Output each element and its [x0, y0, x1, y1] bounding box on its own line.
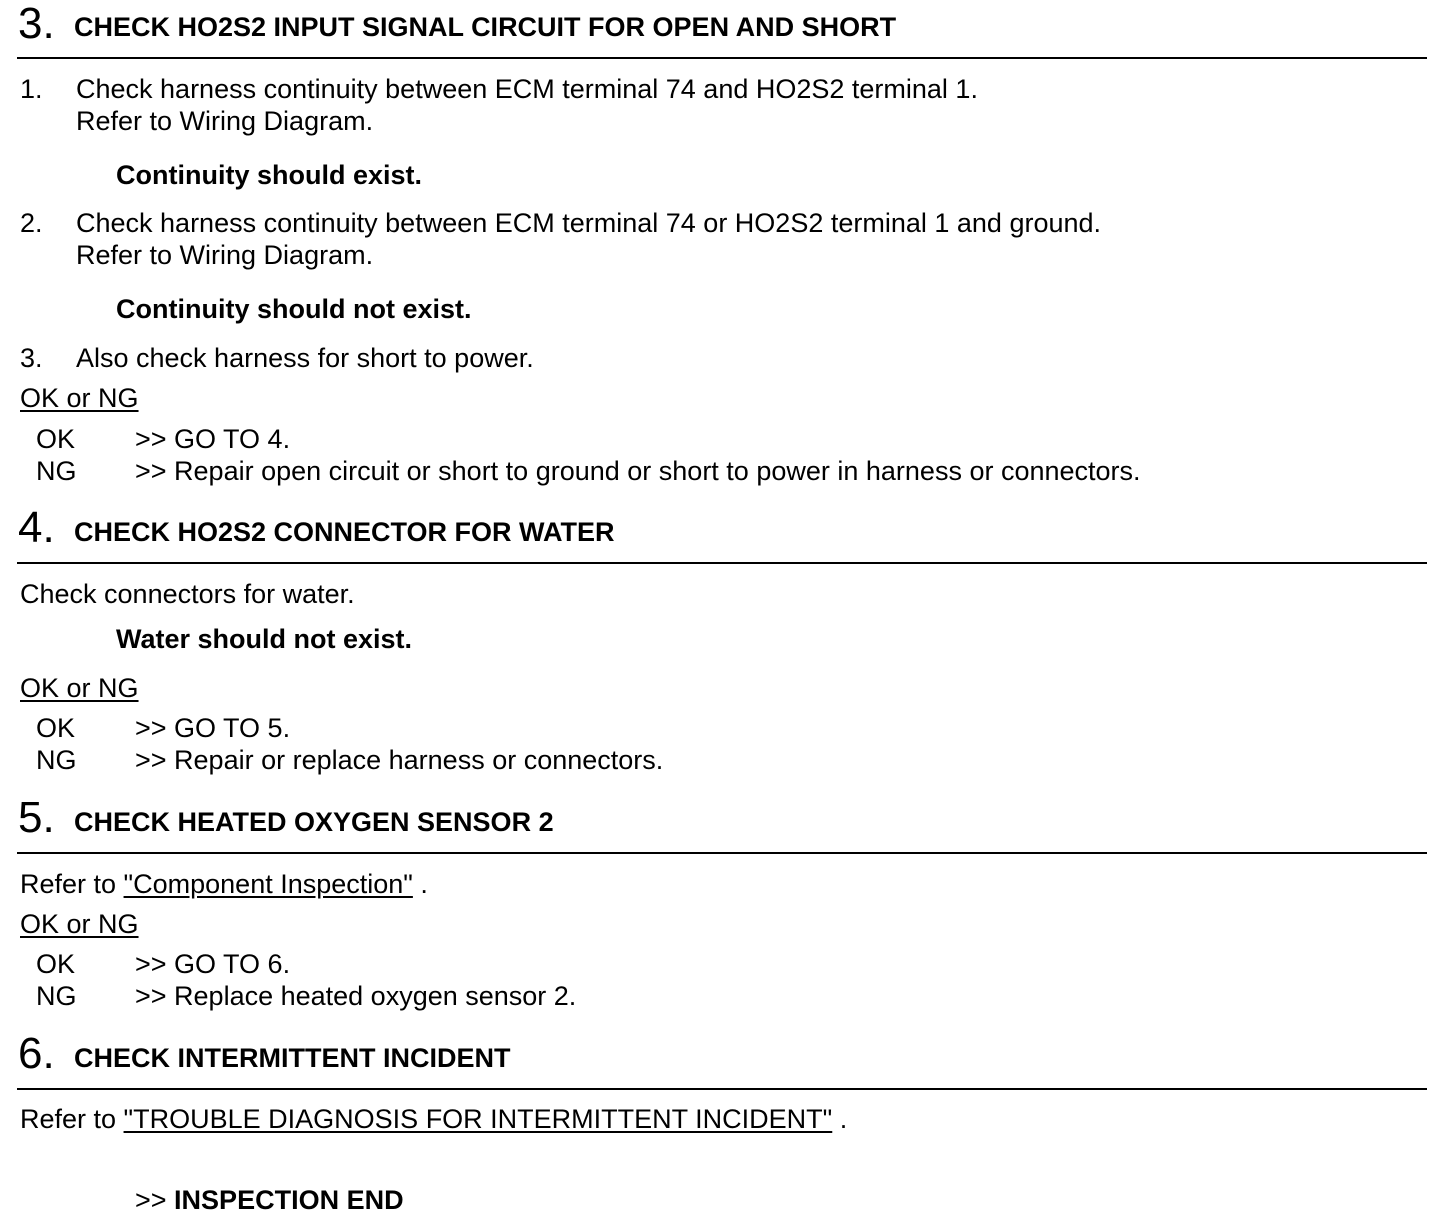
result-action-ng: >> Repair or replace harness or connectors.	[135, 745, 664, 775]
ok-ng-label: OK or NG	[20, 383, 139, 413]
inspection-end	[135, 1185, 404, 1216]
result-code-ng: NG	[36, 456, 77, 486]
result-action-ng: >> Repair open circuit or short to ground or short to power in harness or connectors.	[135, 456, 1141, 486]
result-action-ok: >> GO TO 6.	[135, 949, 291, 979]
step-4-title: CHECK HO2S2 CONNECTOR FOR WATER	[74, 517, 615, 547]
spec-text: Continuity should not exist.	[116, 294, 472, 324]
result-action-ok: >> GO TO 5.	[135, 713, 291, 743]
step-text: Check connectors for water.	[20, 579, 355, 609]
result-action-ng: >> Replace heated oxygen sensor 2.	[135, 981, 577, 1011]
item-number: 2.	[20, 208, 43, 238]
step-4-number: 4.	[18, 503, 55, 552]
item-number: 3.	[20, 343, 43, 373]
refer-line	[20, 869, 428, 900]
step-6-number: 6.	[18, 1029, 55, 1078]
result-code-ng: NG	[36, 981, 77, 1011]
refer-prefix: Refer to	[20, 1104, 124, 1134]
step-5-title: CHECK HEATED OXYGEN SENSOR 2	[74, 807, 554, 837]
result-code-ok: OK	[36, 713, 76, 743]
step-6-divider	[17, 1088, 1427, 1090]
result-code-ng: NG	[36, 745, 77, 775]
refer-suffix: .	[412, 869, 428, 899]
inspection-end-label: INSPECTION END	[174, 1185, 404, 1215]
step-3-number: 3.	[18, 0, 55, 48]
component-inspection-link[interactable]: "Component Inspection"	[123, 869, 413, 899]
result-code-ok: OK	[36, 949, 76, 979]
inspection-end-arrow: >>	[135, 1185, 175, 1215]
spec-text: Continuity should exist.	[116, 160, 423, 190]
refer-prefix: Refer to	[20, 869, 124, 899]
ok-ng-label: OK or NG	[20, 909, 139, 939]
step-5-number: 5.	[18, 793, 55, 842]
item-line: Also check harness for short to power.	[76, 343, 534, 373]
item-line: Refer to Wiring Diagram.	[76, 240, 374, 270]
refer-suffix: .	[832, 1104, 848, 1134]
step-5-divider	[17, 852, 1427, 854]
item-number: 1.	[20, 74, 43, 104]
item-line: Check harness continuity between ECM terminal 74 or HO2S2 terminal 1 and ground.	[76, 208, 1102, 238]
result-action-ok: >> GO TO 4.	[135, 424, 291, 454]
step-4-divider	[17, 562, 1427, 564]
intermittent-incident-link[interactable]: "TROUBLE DIAGNOSIS FOR INTERMITTENT INCIDENT"	[123, 1104, 833, 1134]
step-3-title: CHECK HO2S2 INPUT SIGNAL CIRCUIT FOR OPEN AND SHORT	[74, 12, 897, 42]
item-line: Check harness continuity between ECM terminal 74 and HO2S2 terminal 1.	[76, 74, 978, 104]
ok-ng-label: OK or NG	[20, 673, 139, 703]
refer-line	[20, 1104, 847, 1135]
spec-text: Water should not exist.	[116, 624, 413, 654]
step-3-divider	[17, 57, 1427, 59]
result-code-ok: OK	[36, 424, 76, 454]
item-line: Refer to Wiring Diagram.	[76, 106, 374, 136]
step-6-title: CHECK INTERMITTENT INCIDENT	[74, 1043, 511, 1073]
